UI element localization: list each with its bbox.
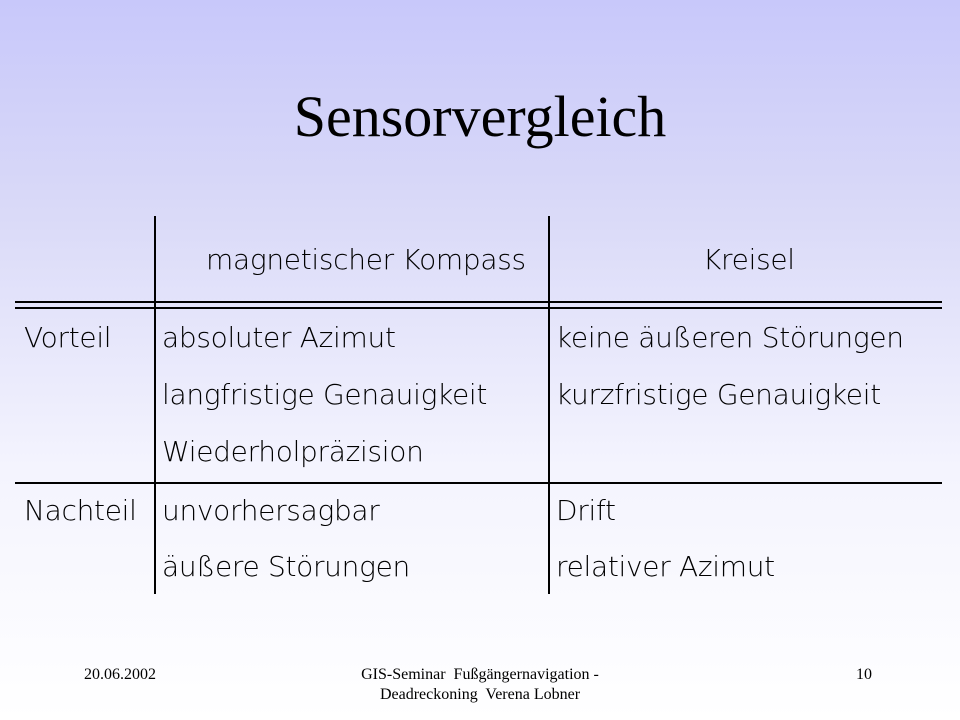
row-label-vorteil: Vorteil	[24, 321, 112, 354]
table-vertical-rule-1	[154, 216, 156, 594]
table-row-divider	[15, 482, 942, 484]
vorteil-kompass-2: langfristige Genauigkeit	[162, 378, 488, 411]
header-kompass: magnetischer Kompass	[206, 243, 526, 276]
slide-title: Sensorvergleich	[293, 84, 667, 149]
table-header-double-rule-bottom	[15, 307, 942, 309]
header-kreisel: Kreisel	[703, 243, 795, 276]
footer-date: 20.06.2002	[84, 666, 156, 683]
vorteil-kompass-3: Wiederholpräzision	[162, 435, 424, 468]
footer-center-line1: GIS-Seminar Fußgängernavigation -	[361, 666, 599, 683]
table-vertical-rule-2	[548, 216, 550, 594]
vorteil-kompass-1: absoluter Azimut	[162, 321, 396, 354]
nachteil-kreisel-2: relativer Azimut	[556, 550, 775, 583]
row-label-nachteil: Nachteil	[24, 494, 137, 527]
footer-center-line2: Deadreckoning Verena Lobner	[379, 686, 581, 703]
table-header-double-rule-top	[15, 301, 942, 303]
nachteil-kompass-1: unvorhersagbar	[162, 494, 380, 527]
nachteil-kreisel-1: Drift	[556, 494, 616, 527]
vorteil-kreisel-1: keine äußeren Störungen	[556, 321, 904, 354]
vorteil-kreisel-2: kurzfristige Genauigkeit	[556, 378, 881, 411]
footer-center	[300, 665, 660, 705]
footer-page-number: 10	[856, 666, 872, 683]
nachteil-kompass-2: äußere Störungen	[162, 550, 410, 583]
